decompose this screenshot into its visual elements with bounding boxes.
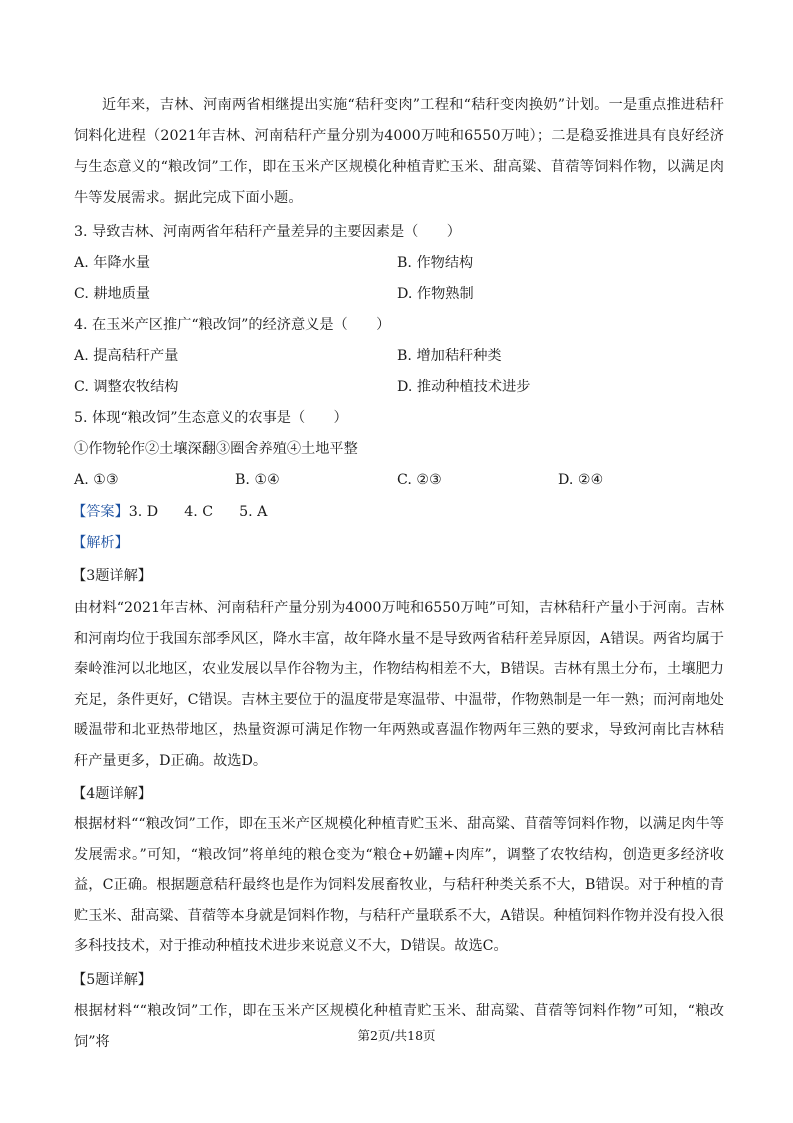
- page-footer: 第2页/共18页: [357, 1028, 436, 1043]
- q3-option-c: C. 耕地质量: [74, 286, 151, 302]
- answer-5: 5. A: [239, 504, 268, 520]
- answer-3: 3. D: [128, 504, 159, 520]
- detail-4-text: 根据材料““粮改饲”工作，即在玉米产区规模化种植青贮玉米、甜高粱、苜蓿等饲料作物，以满足肉牛等发展需求。”可知，“粮改饲”将单纯的粮仓变为“粮仓+奶罐+肉库”，调整了农牧结构，创造更多经济收益，C正确。根据题意秸秆最终也是作为饲料发展畜牧业，与秸秆种类关系不大，B错误。对于种植的青贮玉米、甜高粱、苜蓿等本身就是饲料作物，与秸秆产量联系不大，A错误。种植饲料作物并没有投入很多科技技术，对于推动种植技术进步来说意义不大，D错误。故选C。: [74, 816, 724, 954]
- intro-paragraph: 近年来，吉林、河南两省相继提出实施“秸秆变肉”工程和“秸秆变肉换奶”计划。一是重点推进秸秆饲料化进程（2021年吉林、河南秸秆产量分别为4000万吨和6550万吨）；二是稳妥推进具有良好经济与生态意义的“粮改饲”工作，即在玉米产区规模化种植青贮玉米、甜高粱、苜蓿等饲料作物，以满足肉牛等发展需求。据此完成下面小题。: [74, 97, 724, 206]
- q4-option-a: A. 提高秸秆产量: [74, 348, 179, 364]
- answer-4: 4. C: [184, 504, 214, 520]
- detail-5-title: 【5题详解】: [72, 972, 152, 988]
- q3-option-b: B. 作物结构: [397, 255, 474, 271]
- q3-option-d: D. 作物熟制: [397, 286, 474, 302]
- question-4-stem: 4. 在玉米产区推广“粮改饲”的经济意义是（ ）: [74, 317, 391, 333]
- q5-option-c: C. ②③: [397, 472, 442, 488]
- answer-line: [72, 502, 267, 522]
- question-3-stem: 3. 导致吉林、河南两省年秸秆产量差异的主要因素是（ ）: [74, 224, 461, 240]
- q4-option-d: D. 推动种植技术进步: [397, 379, 531, 395]
- q5-option-a: A. ①③: [74, 472, 119, 488]
- detail-5-text: 根据材料““粮改饲”工作，即在玉米产区规模化种植青贮玉米、甜高粱、苜蓿等饲料作物”可知，“粮改饲”将: [74, 1003, 724, 1050]
- question-5-stem: 5. 体现“粮改饲”生态意义的农事是（ ）: [74, 410, 348, 426]
- answer-label: 【答案】: [72, 504, 129, 520]
- q5-option-b: B. ①④: [235, 472, 280, 488]
- q3-option-a: A. 年降水量: [74, 255, 151, 271]
- q5-items: ①作物轮作②土壤深翻③圈舍养殖④土地平整: [74, 441, 358, 457]
- detail-4-title: 【4题详解】: [72, 786, 152, 802]
- detail-3-text: 由材料“2021年吉林、河南秸秆产量分别为4000万吨和6550万吨”可知，吉林秸秆产量小于河南。吉林和河南均位于我国东部季风区，降水丰富，故年降水量不是导致两省秸秆差异原因，A错误。两省均属于秦岭淮河以北地区，农业发展以旱作谷物为主，作物结构相差不大，B错误。吉林有黑土分布，土壤肥力充足，条件更好，C错误。吉林主要位于的温度带是寒温带、中温带，作物熟制是一年一熟；而河南地处暖温带和北亚热带地区，热量资源可满足作物一年两熟或喜温作物两年三熟的要求，导致河南比吉林秸秆产量更多，D正确。故选D。: [74, 600, 724, 769]
- q4-option-b: B. 增加秸秆种类: [397, 348, 502, 364]
- q5-option-d: D. ②④: [558, 472, 604, 488]
- q4-option-c: C. 调整农牧结构: [74, 379, 179, 395]
- detail-3-title: 【3题详解】: [72, 568, 152, 584]
- analysis-label: 【解析】: [72, 535, 129, 551]
